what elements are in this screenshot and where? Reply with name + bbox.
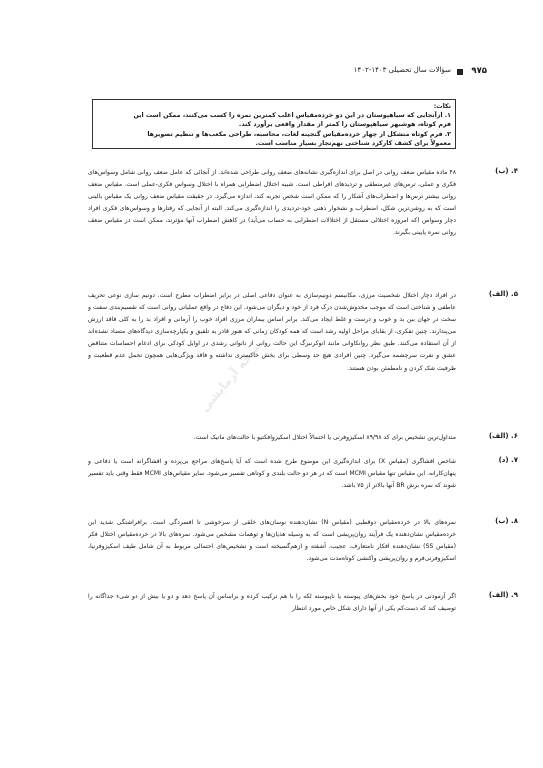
answer-text: اگر آزمودنی در پاسخ خود بخش‌های پیوسته یا ناپیوسته لکه را با هم ترکیب کرده و براساس آن پاسخ دهد و دو یا بیش از دو شیء جداگانه را توصیف کند که دست‌کم یکی از آنها دارای شکل خاص مورد انتظار — [88, 593, 456, 613]
page-number: ۹۷۵ — [471, 66, 487, 76]
answer-text: شاخص افشاگری (مقیاس X) برای اندازه‌گیری این موضوع طرح شده است که آیا پاسخ‌های مراجع بی‌پرده و افشاگرانه است یا دفاعی و پنهان‌کارانه. این مقیاس تنها مقیاس MCMI است که در هر دو حالت بلندی و کوتاهی تفسیر می‌شود. سایر مقیاس‌های MCMI فقط وقتی باید تفسیر شوند که نمره برش BR آنها بالاتر از ۷۵ باشد. — [88, 458, 456, 490]
answer-7 — [88, 456, 518, 505]
running-title: سؤالات سال تحصیلی ۱۴۰۳-۱۴۰۲ — [353, 66, 451, 74]
answer-label — [460, 290, 518, 298]
answer-label — [460, 591, 518, 599]
watermark: نسخه آزمایشی — [197, 337, 266, 415]
answer-5 — [88, 290, 518, 423]
answer-4 — [88, 167, 518, 277]
note-line: فرم کوتاه، هوشبهر سیاهپوستان را کمتر از مقدار واقعی برآورد کند. — [238, 121, 451, 129]
answer-8 — [88, 517, 518, 578]
answer-key: (ب) — [495, 167, 509, 175]
answer-number: ۹. — [511, 591, 518, 599]
answer-label — [460, 432, 518, 440]
note-line: ۱. ازآنجایی که سیاهپوستان در این دو خرده‌مقیاس اغلب کمترین نمره را کسب می‌کنند، ممکن است این — [133, 112, 451, 120]
answer-key: (الف) — [488, 591, 509, 599]
square-bullet-icon — [457, 69, 463, 75]
note-line: معمولاً برای کشف کارکرد شناختی نهم‌تجار بسیار مناسب است. — [255, 139, 451, 147]
answer-number: ۵. — [511, 290, 518, 298]
answer-9 — [88, 591, 518, 616]
note-line: ۲. فرم کوتاه متشکل از چهار خرده‌مقیاس گنجینه لغات، محاسبه، طراحی مکعب‌ها و تنظیم تصویرها — [147, 130, 451, 138]
note-box — [92, 99, 456, 149]
answer-text: نمره‌های بالا در خرده‌مقیاس دوقطبی (مقیاس N) نشان‌دهنده نوسان‌های خلقی از سرخوشی تا افسردگی است. برافراشتگی شدید این خرده‌مقیاس نشان‌دهنده یک فرآیند روان‌پریشی است که به وسیله هذیان‌ها و توهمات مشخص می‌شود. نمره‌های بالا در خرده‌مقیاس اختلال فکر (مقیاس SS) نشان‌دهنده افکار نامتعارف، عجیب، آشفته و ازهم‌گسیخته است و تشخیص‌های احتمالی مربوط به آن شامل طیف اسکیزوفرنیا، اسکیزوفرنی‌فرم و روان‌پریشی واکنشی کوتاه‌مدت می‌شود. — [88, 519, 456, 563]
answer-text: متداول‌ترین تشخیص برای کد ۸۹/۹۸ اسکیزوفرنی یا احتمالاً اختلال اسکیزوافکتیو با حالت‌های مانیک است. — [193, 434, 456, 441]
answer-number: ۸. — [511, 517, 518, 525]
answer-number: ۴. — [511, 167, 518, 175]
answer-text: ۴۸ ماده مقیاس ضعف روانی در اصل برای اندازه‌گیری نشانه‌های ضعف روانی طراحی شده‌اند. از آنجائی که عامل ضعف روانی شامل وسواس‌های فکری و عملی، ترس‌های غیرمنطقی و تردیدهای افراطی است. شبیه اختلال اضطرابی همراه با اختلال وسواس فکری-عملی است. مقیاس ضعف روانی بیشتر ترس‌ها و اضطراب‌های آشکار را که ممکن است شخص تجربه کند، اندازه می‌گیرد. در حقیقت مقیاس ضعف روانی یک مقیاس بالینی است که به روشن‌ترین شکل، اضطراب و نشخوار ذهنی خود-تردیدی را اندازه‌گیری می‌کند. البته از آنجایی که رفتارها و وسواس‌های فکری افراد دچار وسواس (که امروزه اختلالی مستقل از اختلالات اضطرابی به حساب می‌آید) در کاهش اضطراب آنها مؤثرند، ممکن است در مقیاس ضعف روانی نمره پایینی بگیرند. — [88, 169, 456, 237]
answer-text: در افراد دچار اختلال شخصیت مرزی، مکانیسم دونیم‌سازی به عنوان دفاعی اصلی در برابر اضطراب مطرح است. دونیم سازی نوعی تحریف عاطفی و شناختی است که موجب مخدوش‌شدن درک فرد از خود و دیگران می‌شود. این دفاع در واقع عملیاتی روانی است که تقسیم‌بندی سفت و سخت در جهان بین بد و خوب و درست و غلط ایجاد می‌کند. برابر اساس بیماران مرزی افراد خوب را آرمانی و افراد بد را به کلی فاقد ارزش می‌پندارند. چنین تفکری، از بقایای مراحل اولیه رشد است که همه کودکان زمانی که هنوز قادر به تلفیق و یکپارچه‌سازی دیدگاه‌های متضاد نشده‌اند از آن استفاده می‌کنند. طبق نظر روانکاوانی مانند اتوکرنبرگ این حالت روانی از ناتوانی رشدی در اوایل کودکی برای ادغام احساسات متناقض عشق و نفرت سرچشمه می‌گیرد. چنین افرادی هیچ حد وسطی برای بخش خاکستری نداشته و فاقد ویژگی‌هایی همچون تحمل عدم قطعیت و ظرفیت شک کردن و نامطمئن بودن هستند. — [88, 292, 456, 372]
answer-6 — [88, 432, 518, 445]
note-heading: نکات: — [433, 103, 451, 110]
answer-key: (د) — [498, 456, 509, 464]
answer-label — [460, 517, 518, 525]
answer-label — [460, 456, 518, 464]
answer-number: ۶. — [511, 432, 518, 440]
answer-label — [460, 167, 518, 175]
page-header — [0, 66, 543, 80]
answer-key: (ب) — [495, 517, 509, 525]
answer-number: ۷. — [511, 456, 518, 464]
answer-key: (الف) — [488, 432, 509, 440]
answer-key: (الف) — [488, 290, 509, 298]
